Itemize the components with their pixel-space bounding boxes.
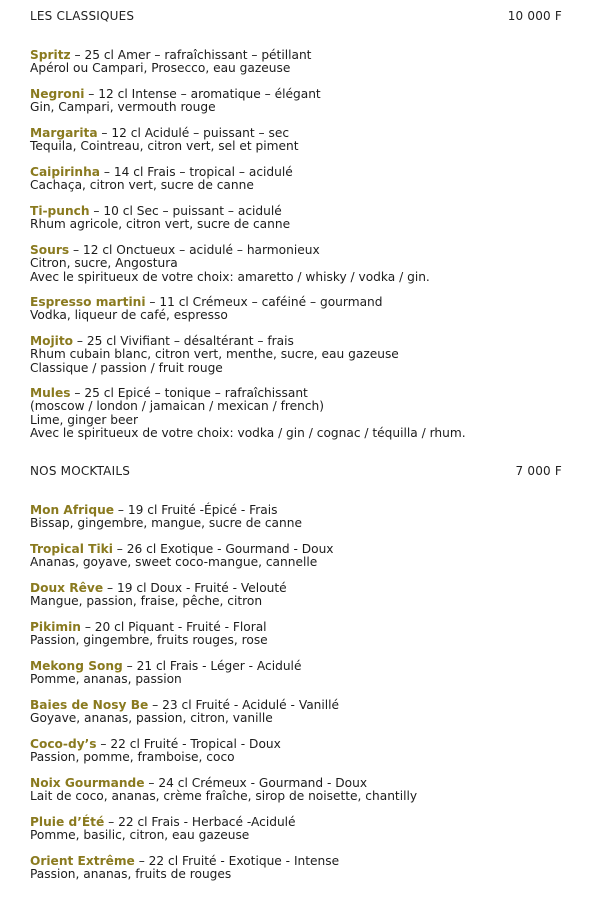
menu-item-caipirinha [30, 166, 590, 193]
menu-item-coco-dys [30, 738, 590, 765]
menu-item-pikimin [30, 621, 590, 648]
item-name: Espresso martini [30, 295, 146, 309]
menu-item-tropical-tiki [30, 543, 590, 570]
menu-item-mojito [30, 335, 590, 375]
menu-item-pluie-dete [30, 816, 590, 843]
item-detail: – 10 cl Sec – puissant – acidulé [89, 204, 282, 218]
item-note: Avec le spiritueux de votre choix: vodka / gin / cognac / téquilla / rhum. [30, 426, 466, 441]
item-name: Pluie d’Été [30, 815, 105, 829]
item-detail: – 12 cl Acidulé – puissant – sec [97, 126, 290, 140]
menu-item-margarita [30, 127, 590, 154]
item-name: Mon Afrique [30, 503, 115, 517]
item-variants: (moscow / london / jamaican / mexican / french) [30, 399, 325, 414]
item-note: Avec le spiritueux de votre choix: amaretto / whisky / vodka / gin. [30, 269, 430, 284]
menu-item-spritz [30, 49, 590, 76]
section-price: 10 000 F [507, 9, 562, 23]
menu-item-ti-punch [30, 205, 590, 232]
section-title: LES CLASSIQUES [30, 9, 135, 23]
menu-item-espresso-martini [30, 296, 590, 323]
item-ingredients: Passion, ananas, fruits de rouges [30, 867, 232, 882]
item-ingredients: Goyave, ananas, passion, citron, vanille [30, 711, 273, 726]
item-ingredients: Rhum cubain blanc, citron vert, menthe, sucre, eau gazeuse [30, 347, 399, 362]
menu-item-doux-reve [30, 582, 590, 609]
item-ingredients: Lait de coco, ananas, crème fraîche, sirop de noisette, chantilly [30, 789, 418, 804]
item-ingredients: Pomme, basilic, citron, eau gazeuse [30, 828, 250, 843]
item-detail: – 19 cl Fruité -Épicé - Frais [114, 503, 278, 517]
section-price: 7 000 F [515, 464, 562, 478]
item-detail: – 25 cl Epicé – tonique – rafraîchissant [70, 386, 308, 400]
menu-item-mekong-song [30, 660, 590, 687]
item-name: Mules [30, 386, 71, 400]
item-detail: – 25 cl Amer – rafraîchissant – pétillant [70, 48, 312, 62]
menu-item-sours [30, 244, 590, 284]
item-ingredients: Vodka, liqueur de café, espresso [30, 308, 228, 323]
menu-item-noix-gourmande [30, 777, 590, 804]
item-ingredients: Passion, gingembre, fruits rouges, rose [30, 633, 268, 648]
item-detail: – 22 cl Frais - Herbacé -Acidulé [104, 815, 296, 829]
item-variants: Classique / passion / fruit rouge [30, 360, 223, 375]
menu-item-orient-extreme [30, 855, 590, 882]
item-detail: – 20 cl Piquant - Fruité - Floral [80, 620, 267, 634]
item-ingredients: Citron, sucre, Angostura [30, 256, 178, 271]
menu-item-mules [30, 387, 590, 441]
section-header-classiques [30, 9, 562, 23]
item-detail: – 25 cl Vivifiant – désaltérant – frais [73, 334, 294, 348]
item-ingredients: Pomme, ananas, passion [30, 672, 182, 687]
item-detail: – 19 cl Doux - Fruité - Velouté [103, 581, 287, 595]
item-name: Margarita [30, 126, 98, 140]
item-ingredients: Tequila, Cointreau, citron vert, sel et piment [30, 139, 299, 154]
item-name: Coco-dy’s [30, 737, 97, 751]
item-name: Doux Rêve [30, 581, 104, 595]
item-name: Baies de Nosy Be [30, 698, 149, 712]
item-detail: – 24 cl Crémeux - Gourmand - Doux [144, 776, 368, 790]
section-title: NOS MOCKTAILS [30, 464, 131, 478]
item-ingredients: Lime, ginger beer [30, 412, 139, 427]
item-detail: – 12 cl Intense – aromatique – élégant [84, 87, 321, 101]
item-name: Negroni [30, 87, 85, 101]
item-name: Mekong Song [30, 659, 123, 673]
item-ingredients: Apérol ou Campari, Prosecco, eau gazeuse [30, 61, 291, 76]
item-detail: – 22 cl Fruité - Tropical - Doux [96, 737, 281, 751]
menu-item-mon-afrique [30, 504, 590, 531]
item-detail: – 21 cl Frais - Léger - Acidulé [122, 659, 302, 673]
item-name: Noix Gourmande [30, 776, 145, 790]
item-name: Orient Extrême [30, 854, 135, 868]
item-name: Spritz [30, 48, 71, 62]
item-ingredients: Rhum agricole, citron vert, sucre de canne [30, 217, 291, 232]
item-detail: – 22 cl Fruité - Exotique - Intense [134, 854, 340, 868]
item-detail: – 26 cl Exotique - Gourmand - Doux [112, 542, 334, 556]
menu-item-negroni [30, 88, 590, 115]
item-name: Ti-punch [30, 204, 90, 218]
menu-item-baies-de-nosy-be [30, 699, 590, 726]
item-ingredients: Passion, pomme, framboise, coco [30, 750, 235, 765]
item-ingredients: Bissap, gingembre, mangue, sucre de canne [30, 516, 302, 531]
item-name: Mojito [30, 334, 74, 348]
item-name: Sours [30, 243, 70, 257]
item-ingredients: Mangue, passion, fraise, pêche, citron [30, 594, 263, 609]
item-ingredients: Cachaça, citron vert, sucre de canne [30, 178, 254, 193]
item-detail: – 11 cl Crémeux – caféiné – gourmand [145, 295, 383, 309]
item-ingredients: Gin, Campari, vermouth rouge [30, 100, 216, 115]
item-name: Caipirinha [30, 165, 101, 179]
item-detail: – 14 cl Frais – tropical – acidulé [100, 165, 293, 179]
section-header-mocktails [30, 464, 562, 478]
item-detail: – 23 cl Fruité - Acidulé - Vanillé [148, 698, 340, 712]
item-detail: – 12 cl Onctueux – acidulé – harmonieux [69, 243, 320, 257]
item-name: Pikimin [30, 620, 81, 634]
item-ingredients: Ananas, goyave, sweet coco-mangue, cannelle [30, 555, 318, 570]
item-name: Tropical Tiki [30, 542, 113, 556]
